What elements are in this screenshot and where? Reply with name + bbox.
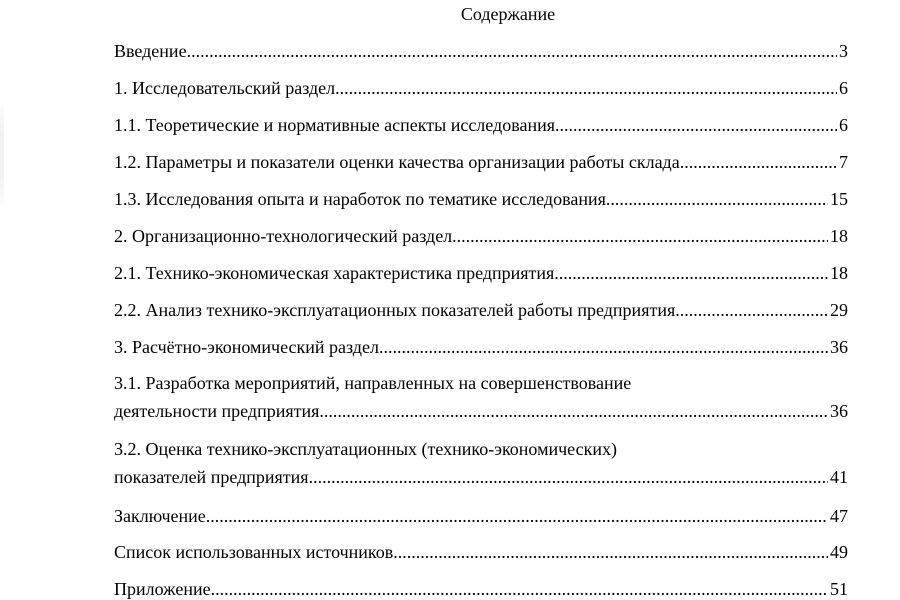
- toc-entry-text: Введение: [114, 41, 187, 61]
- toc-entry-page: 29: [830, 300, 848, 320]
- toc-entry-text: показателей предприятия: [114, 467, 309, 487]
- toc-entry-conclusion[interactable]: [114, 505, 848, 527]
- toc-entry-page: 15: [830, 189, 848, 209]
- toc-entry-text: Список использованных источников: [114, 542, 394, 562]
- toc-entry-lead-text: 3.2. Оценка технико-эксплуатационных (технико-экономических): [114, 439, 617, 459]
- dot-leader: [319, 400, 828, 422]
- toc-entry-page: 6: [839, 78, 848, 98]
- toc-entry-lead-text: 3.1. Разработка мероприятий, направленных на совершенствование: [114, 373, 632, 393]
- dot-leader: [309, 466, 828, 488]
- toc-entry-page: 36: [830, 337, 848, 357]
- dot-leader: [606, 188, 828, 210]
- toc-entry-section-2-2[interactable]: [114, 299, 848, 321]
- toc-entry-page: 18: [830, 226, 848, 246]
- toc-entry-page: 49: [830, 542, 848, 562]
- toc-entry-page: 18: [830, 263, 848, 283]
- dot-leader: [379, 336, 828, 358]
- dot-leader: [393, 541, 828, 563]
- toc-entry-introduction[interactable]: [114, 40, 848, 62]
- page-edge-shadow: [0, 100, 4, 210]
- dot-leader: [555, 114, 837, 136]
- toc-entry-text: деятельности предприятия: [114, 401, 320, 421]
- toc-entry-section-2[interactable]: [114, 225, 848, 247]
- toc-entry-text: 2.2. Анализ технико-эксплуатационных показателей работы предприятия: [114, 300, 676, 320]
- dot-leader: [452, 225, 828, 247]
- toc-entry-appendix[interactable]: [114, 578, 848, 600]
- toc-entry-references[interactable]: [114, 541, 848, 563]
- toc-entry-text: 2.1. Технико-экономическая характеристика предприятия: [114, 263, 555, 283]
- toc-entry-text: Заключение: [114, 506, 206, 526]
- toc-entry-section-3-1[interactable]: [114, 372, 848, 422]
- toc-entry-section-1-1[interactable]: [114, 114, 848, 136]
- toc-entry-page: 3: [839, 41, 848, 61]
- toc-entry-section-3[interactable]: [114, 336, 848, 358]
- dot-leader: [554, 262, 828, 284]
- dot-leader: [187, 40, 837, 62]
- toc-entry-page: 36: [830, 401, 848, 421]
- toc-entry-page: 6: [839, 115, 848, 135]
- toc-entry-page: 7: [839, 152, 848, 172]
- dot-leader: [211, 578, 828, 600]
- toc-entry-section-3-2[interactable]: [114, 438, 848, 488]
- toc-entry-text: 1.3. Исследования опыта и наработок по тематике исследования: [114, 189, 606, 209]
- toc-entry-text: Приложение: [114, 579, 211, 599]
- dot-leader: [206, 505, 828, 527]
- toc-title: Содержание: [460, 4, 556, 24]
- toc-entry-text: 1. Исследовательский раздел: [114, 78, 336, 98]
- toc-entry-text: 1.1. Теоретические и нормативные аспекты исследования: [114, 115, 555, 135]
- toc-entry-section-1[interactable]: [114, 77, 848, 99]
- toc-entry-page: 47: [830, 506, 848, 526]
- dot-leader: [335, 77, 837, 99]
- toc-entry-text: 2. Организационно-технологический раздел: [114, 226, 453, 246]
- toc-entry-section-1-3[interactable]: [114, 188, 848, 210]
- toc-entry-page: 41: [830, 467, 848, 487]
- toc-entry-section-2-1[interactable]: [114, 262, 848, 284]
- dot-leader: [680, 151, 837, 173]
- toc-entry-text: 3. Расчётно-экономический раздел: [114, 337, 379, 357]
- toc-entry-text: 1.2. Параметры и показатели оценки качества организации работы склада: [114, 152, 680, 172]
- dot-leader: [675, 299, 828, 321]
- toc-entry-section-1-2[interactable]: [114, 151, 848, 173]
- toc-entry-page: 51: [830, 579, 848, 599]
